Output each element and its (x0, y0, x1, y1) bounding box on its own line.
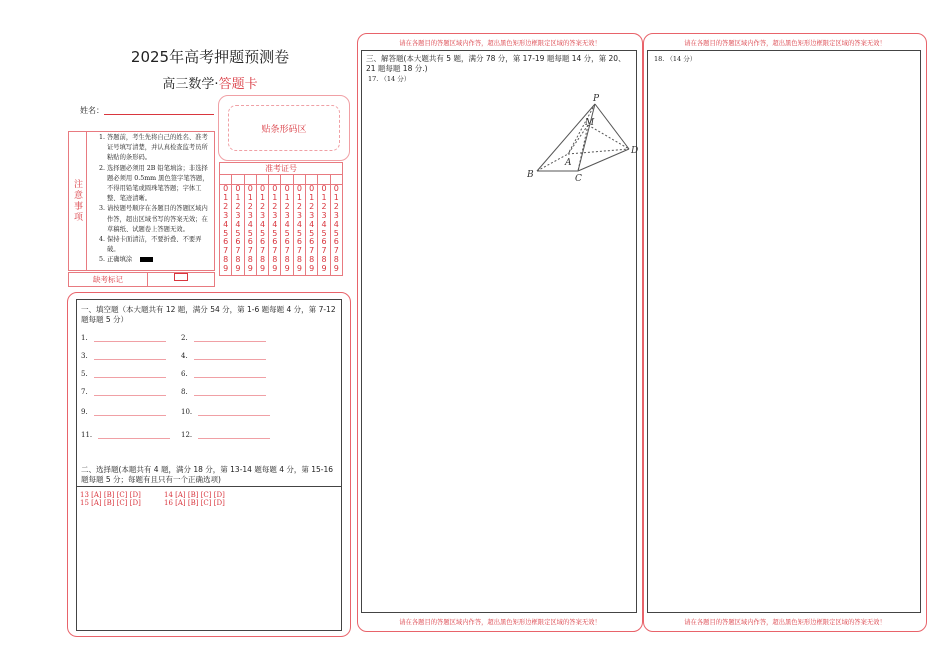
exam-id-digit[interactable]: 4 (321, 219, 327, 229)
fill-blank[interactable] (181, 408, 270, 416)
exam-id-digit[interactable]: 5 (309, 228, 315, 238)
exam-id-column[interactable] (281, 175, 293, 275)
point-label: C (575, 174, 582, 181)
blank-number: 10. (181, 408, 193, 416)
filled-sample (140, 257, 153, 262)
blank-number: 2. (181, 334, 188, 342)
exam-id-digit[interactable]: 7 (247, 246, 253, 256)
blank-line[interactable] (198, 409, 270, 416)
exam-id-digit[interactable]: 3 (296, 210, 302, 220)
blank-number: 1. (81, 334, 88, 342)
exam-id-digit[interactable]: 9 (235, 264, 241, 274)
exam-id-digit[interactable]: 8 (272, 255, 278, 265)
exam-id-digit[interactable]: 0 (235, 184, 241, 193)
edge-pd (595, 104, 629, 149)
choice-row[interactable]: 14 [A] [B] [C] [D] (164, 491, 225, 499)
exam-id-digit[interactable]: 0 (321, 184, 327, 193)
exam-id-digit[interactable]: 8 (235, 255, 241, 265)
exam-id-digit[interactable]: 2 (284, 201, 290, 211)
choice-heading: 二、选择题(本题共有 4 题，满分 18 分，第 13-14 题每题 4 分，第 15-16 题每题 5 分；每题有且只有一个正确选项) (81, 465, 334, 484)
exam-id-column[interactable] (269, 175, 281, 275)
exam-id-digit[interactable]: 2 (247, 201, 253, 211)
warning-bottom: 请在各题目的答题区域内作答，超出黑色矩形边框限定区域的答案无效！ (684, 619, 886, 626)
exam-id-digit[interactable]: 2 (333, 201, 339, 211)
exam-id-digit[interactable]: 6 (333, 237, 339, 247)
notice-item: 1. 答题前，考生先将自己的姓名、准考证号填写清楚，并认真检查监考员所粘贴的条形码。 (107, 133, 210, 164)
exam-id-digit[interactable]: 0 (284, 184, 290, 193)
exam-id-digit[interactable]: 6 (272, 237, 278, 247)
exam-id-digit[interactable]: 3 (259, 210, 266, 220)
warning-top: 请在各题目的答题区域内作答，超出黑色矩形边框限定区域的答案无效！ (684, 40, 886, 47)
exam-id-digit[interactable]: 1 (259, 192, 266, 202)
exam-id-digit[interactable]: 9 (284, 264, 290, 274)
notice-item-text: 正确填涂 (107, 256, 133, 264)
exam-id-digit[interactable]: 9 (247, 264, 253, 274)
exam-id-digit[interactable]: 5 (235, 228, 241, 238)
exam-id-digit[interactable]: 3 (223, 210, 229, 220)
exam-id-digit[interactable]: 1 (333, 192, 339, 202)
exam-id-digit[interactable]: 4 (296, 219, 302, 229)
question-17-label: 17. （14 分） (368, 75, 411, 83)
exam-id-digit[interactable]: 5 (296, 228, 302, 238)
notice-item: 2. 选择题必须用 2B 铅笔填涂；非选择题必须用 0.5mm 黑色签字笔答题，不得用铅笔或圆珠笔答题；字体工整、笔迹清晰。 (107, 164, 210, 205)
notice-item: 3. 请按题号顺序在各题目的答题区域内作答，超出区域书写的答案无效；在草稿纸、试题卷上答题无效。 (107, 204, 210, 235)
blank-number: 12. (181, 431, 193, 439)
exam-id-digit[interactable]: 6 (284, 237, 290, 247)
exam-id-digit[interactable]: 6 (223, 237, 229, 247)
blank-line[interactable] (94, 335, 166, 342)
barcode-area (218, 95, 350, 161)
choice-row[interactable]: 13 [A] [B] [C] [D] (80, 491, 141, 499)
point-label: D (631, 146, 639, 156)
exam-id-digit[interactable]: 5 (223, 228, 229, 238)
answer-area-17[interactable] (361, 50, 637, 613)
exam-id-column[interactable] (245, 175, 257, 275)
blank-line[interactable] (98, 432, 170, 439)
exam-id-grid (219, 162, 343, 276)
exam-id-digit[interactable]: 9 (333, 264, 339, 274)
answer-area-18[interactable] (647, 50, 921, 613)
fill-choice-area (76, 299, 342, 631)
exam-id-digit[interactable]: 1 (321, 192, 327, 202)
exam-id-digit[interactable]: 9 (296, 264, 302, 274)
exam-id-digit[interactable]: 3 (309, 210, 315, 220)
exam-id-digit[interactable]: 7 (223, 246, 229, 256)
exam-id-digit[interactable]: 3 (235, 210, 241, 220)
exam-id-column[interactable] (331, 175, 342, 275)
point-label: A (565, 158, 572, 168)
exam-id-digit[interactable]: 0 (223, 184, 229, 193)
exam-id-digit[interactable]: 8 (321, 255, 327, 265)
exam-id-digit[interactable]: 4 (309, 219, 315, 229)
blank-line[interactable] (94, 353, 166, 360)
fill-blank[interactable] (81, 334, 166, 342)
exam-id-digit[interactable]: 1 (235, 192, 241, 202)
exam-id-digit[interactable]: 0 (272, 184, 278, 193)
exam-id-digit[interactable]: 0 (247, 184, 253, 193)
absent-mark (68, 272, 215, 287)
point-label: B (527, 170, 534, 180)
exam-id-digit[interactable]: 4 (223, 219, 229, 229)
blank-number: 5. (81, 370, 88, 378)
exam-id-digit[interactable]: 3 (247, 210, 253, 220)
exam-id-digit[interactable]: 0 (309, 184, 315, 193)
exam-id-digit[interactable]: 7 (296, 246, 302, 256)
name-label: 姓名： (80, 106, 104, 115)
exam-id-digit[interactable]: 0 (333, 184, 339, 193)
exam-id-digit[interactable]: 8 (333, 255, 339, 265)
point-label: P (593, 94, 600, 104)
exam-id-digit[interactable]: 4 (235, 219, 241, 229)
solve-heading: 三、解答题(本大题共有 5 题，满分 78 分，第 17-19 题每题 14 分，第 20、21 题每题 18 分.) (366, 54, 626, 73)
exam-id-digit[interactable]: 8 (223, 255, 229, 265)
exam-id-digit[interactable]: 4 (259, 219, 266, 229)
exam-id-digit[interactable]: 1 (309, 192, 315, 202)
exam-id-digit[interactable]: 2 (296, 201, 302, 211)
exam-id-digit[interactable]: 9 (321, 264, 327, 274)
exam-id-column[interactable] (306, 175, 318, 275)
exam-id-digit[interactable]: 8 (259, 255, 266, 265)
exam-id-digit[interactable]: 9 (259, 264, 266, 274)
exam-id-column[interactable] (318, 175, 330, 275)
name-field[interactable] (104, 114, 214, 115)
exam-id-digit[interactable]: 3 (333, 210, 339, 220)
page-title: 2025年高考押题预测卷 (130, 48, 290, 66)
exam-id-label: 准考证号 (220, 163, 342, 175)
exam-id-digit[interactable]: 5 (259, 228, 266, 238)
warning-top: 请在各题目的答题区域内作答，超出黑色矩形边框限定区域的答案无效！ (399, 40, 601, 47)
exam-id-digit[interactable]: 2 (321, 201, 327, 211)
notice-item: 4. 保持卡面清洁，不要折叠、不要弄破。 (107, 235, 210, 255)
fill-blank[interactable] (81, 431, 170, 439)
exam-id-digit[interactable]: 8 (296, 255, 302, 265)
exam-id-digit[interactable]: 5 (284, 228, 290, 238)
exam-id-digit[interactable]: 2 (272, 201, 278, 211)
exam-id-digit[interactable]: 5 (321, 228, 327, 238)
exam-id-digit[interactable]: 6 (259, 237, 266, 247)
exam-id-digit[interactable]: 3 (272, 210, 278, 220)
subtitle-black: 高三数学· (162, 77, 219, 92)
exam-id-digit[interactable]: 2 (259, 201, 266, 211)
blank-number: 9. (81, 408, 88, 416)
absent-checkbox[interactable] (174, 273, 188, 281)
exam-id-digit[interactable]: 4 (284, 219, 290, 229)
exam-id-digit[interactable]: 2 (223, 201, 229, 211)
solve-panel-17 (357, 33, 643, 632)
exam-id-digit[interactable]: 6 (296, 237, 302, 247)
exam-id-digit[interactable]: 7 (284, 246, 290, 256)
question-18-label: 18. （14 分） (654, 55, 697, 63)
blank-line[interactable] (194, 371, 266, 378)
point-label: M (585, 118, 595, 128)
exam-id-digit[interactable]: 6 (235, 237, 241, 247)
exam-id-digit[interactable]: 7 (235, 246, 241, 256)
exam-id-digit[interactable]: 7 (272, 246, 278, 256)
solve-panel-18 (643, 33, 927, 632)
fill-choice-panel (67, 292, 351, 637)
exam-id-digit[interactable]: 8 (309, 255, 315, 265)
exam-id-digit[interactable]: 7 (333, 246, 339, 256)
choice-row[interactable]: 15 [A] [B] [C] [D] (80, 499, 141, 507)
exam-id-digit[interactable]: 4 (272, 219, 278, 229)
exam-id-digit[interactable]: 6 (321, 237, 327, 247)
exam-id-digit[interactable]: 4 (333, 219, 339, 229)
blank-line[interactable] (194, 353, 266, 360)
blank-number: 6. (181, 370, 188, 378)
fill-blank[interactable] (81, 408, 166, 416)
fill-blank[interactable] (181, 334, 266, 342)
fill-blank[interactable] (181, 388, 266, 396)
pyramid-figure (527, 81, 642, 181)
exam-id-column[interactable] (232, 175, 244, 275)
barcode-label: 贴条形码区 (228, 105, 340, 151)
warning-bottom: 请在各题目的答题区域内作答，超出黑色矩形边框限定区域的答案无效！ (399, 619, 601, 626)
blank-line[interactable] (94, 371, 166, 378)
exam-id-digit[interactable]: 9 (223, 264, 229, 274)
blank-number: 11. (81, 431, 93, 439)
blank-number: 7. (81, 388, 88, 396)
subtitle-red: 答题卡 (218, 77, 258, 92)
notice-item (107, 255, 210, 265)
exam-id-digit[interactable]: 7 (259, 246, 266, 256)
fill-blank[interactable] (181, 352, 266, 360)
exam-id-digit[interactable]: 9 (272, 264, 278, 274)
notice-label: 注意事项 (69, 132, 87, 270)
exam-id-digit[interactable]: 3 (321, 210, 327, 220)
absent-label: 缺考标记 (69, 273, 148, 286)
exam-id-digit[interactable]: 0 (296, 184, 302, 193)
exam-id-column[interactable] (294, 175, 306, 275)
blank-line[interactable] (194, 335, 266, 342)
exam-id-digit[interactable]: 6 (309, 237, 315, 247)
exam-id-digit[interactable]: 6 (247, 237, 253, 247)
blank-number: 8. (181, 388, 188, 396)
exam-id-digit[interactable]: 2 (309, 201, 315, 211)
fill-blank[interactable] (81, 388, 166, 396)
blank-line[interactable] (194, 389, 266, 396)
exam-id-digit[interactable]: 7 (309, 246, 315, 256)
exam-id-digit[interactable]: 5 (333, 228, 339, 238)
fill-heading: 一、填空题（本大题共有 12 题，满分 54 分，第 1-6 题每题 4 分，第 7-12 题每题 5 分） (81, 305, 336, 324)
exam-id-digit[interactable]: 1 (272, 192, 278, 202)
blank-line[interactable] (198, 432, 270, 439)
exam-id-digit[interactable]: 5 (247, 228, 253, 238)
notice-box (68, 131, 215, 271)
exam-id-digit[interactable]: 1 (284, 192, 290, 202)
fill-blank[interactable] (181, 431, 270, 439)
exam-id-digit[interactable]: 5 (272, 228, 278, 238)
fill-blank[interactable] (81, 370, 166, 378)
exam-id-digit[interactable]: 8 (284, 255, 290, 265)
exam-id-digit[interactable]: 0 (259, 184, 266, 193)
blank-line[interactable] (94, 389, 166, 396)
blank-number: 3. (81, 352, 88, 360)
blank-number: 4. (181, 352, 188, 360)
exam-id-digit[interactable]: 7 (321, 246, 327, 256)
fill-blank[interactable] (181, 370, 266, 378)
exam-id-digit[interactable]: 1 (296, 192, 302, 202)
exam-id-digit[interactable]: 8 (247, 255, 253, 265)
blank-line[interactable] (94, 409, 166, 416)
fill-blank[interactable] (81, 352, 166, 360)
exam-id-digit[interactable]: 4 (247, 219, 253, 229)
exam-id-digit[interactable]: 9 (309, 264, 315, 274)
choice-row[interactable]: 16 [A] [B] [C] [D] (164, 499, 225, 507)
exam-id-column[interactable] (257, 175, 269, 275)
exam-id-column[interactable] (220, 175, 232, 275)
exam-id-digit[interactable]: 1 (223, 192, 229, 202)
exam-id-digit[interactable]: 2 (235, 201, 241, 211)
exam-id-digit[interactable]: 1 (247, 192, 253, 202)
exam-id-digit[interactable]: 3 (284, 210, 290, 220)
